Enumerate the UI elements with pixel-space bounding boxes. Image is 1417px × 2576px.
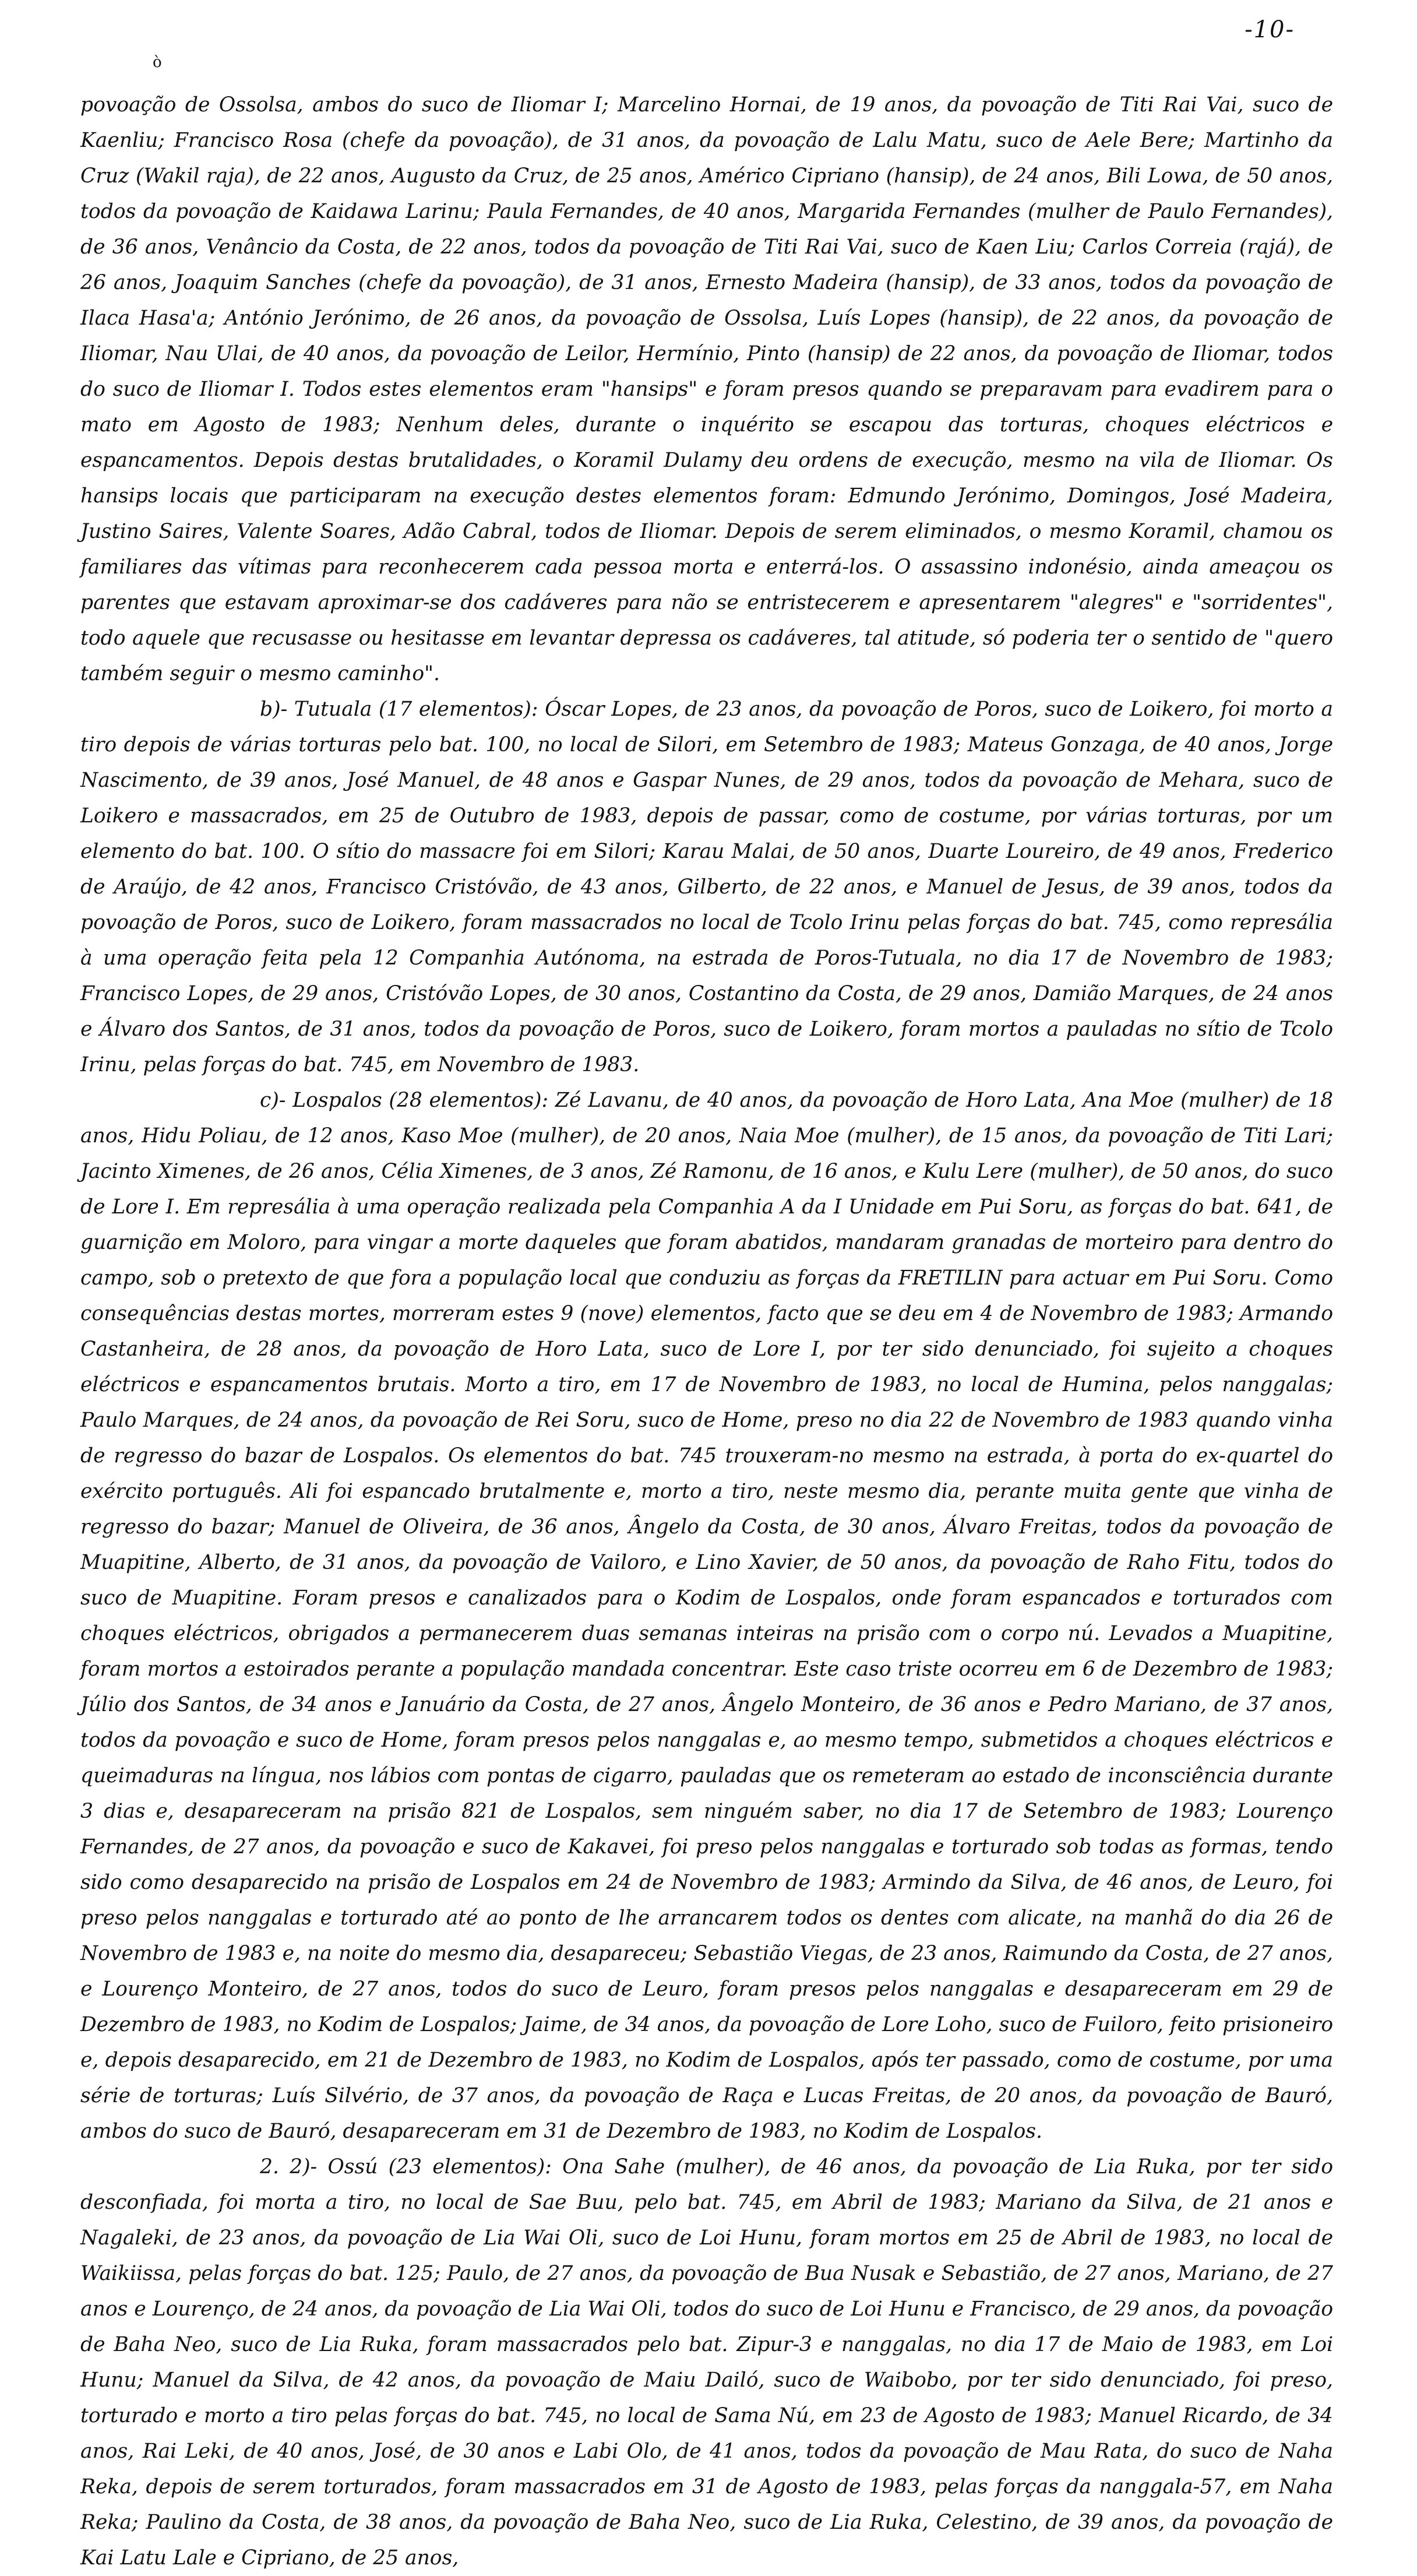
margin-mark: ò — [153, 54, 162, 71]
paragraph-iliomar-continuation: povoação de Ossolsa, ambos do suco de Iliomar I; Marcelino Hornai, de 19 anos, da povoação de Titi Rai Vai, suco de Kaenliu; Francisco Rosa (chefe da povoação), de 31 anos, da povoação de Lalu Matu, suco de Aele Bere; Martinho da Cruz (Wakil raja), de 22 anos, Augusto da Cruz, de 25 anos, Américo Cipriano (hansip), de 24 anos, Bili Lowa, de 50 anos, todos da povoação de Kaidawa Larinu; Paula Fernandes, de 40 anos, Margarida Fernandes (mulher de Paulo Fernandes), de 36 anos, Venâncio da Costa, de 22 anos, todos da povoação de Titi Rai Vai, suco de Kaen Liu; Carlos Correia (rajá), de 26 anos, Joaquim Sanches (chefe da povoação), de 31 anos, Ernesto Madeira (hansip), de 33 anos, todos da povoação de Ilaca Hasa'a; António Jerónimo, de 26 anos, da povoação de Ossolsa, Luís Lopes (hansip), de 22 anos, da povoação de Iliomar, Nau Ulai, de 40 anos, da povoação de Leilor, Hermínio, Pinto (hansip) de 22 anos, da povoação de Iliomar, todos do suco de Iliomar I. Todos estes elementos eram "hansips" e foram presos quando se preparavam para evadirem para o mato em Agosto de 1983; Nenhum deles, durante o inquérito se escapou das torturas, choques eléctricos e espancamentos. Depois destas brutalidades, o Koramil Dulamy deu ordens de execução, mesmo na vila de Iliomar. Os hansips locais que participaram na execução destes elementos foram: Edmundo Jerónimo, Domingos, José Madeira, Justino Saires, Valente Soares, Adão Cabral, todos de Iliomar. Depois de serem eliminados, o mesmo Koramil, chamou os familiares das vítimas para reconhecerem cada pessoa morta e enterrá-los. O assassino indonésio, ainda ameaçou os parentes que estavam aproximar-se dos cadáveres para não se entristecerem e apresentarem "alegres" e "sorridentes", todo aquele que recusasse ou hesitasse em levantar depressa os cadáveres, tal atitude, só poderia ter o sentido de "quero também seguir o mesmo caminho". — [80, 93, 1333, 685]
handwritten-body — [80, 87, 1333, 2576]
paragraph-lospalos: c)- Lospalos (28 elementos): Zé Lavanu, de 40 anos, da povoação de Horo Lata, Ana Moe (mulher) de 18 anos, Hidu Poliau, de 12 anos, Kaso Moe (mulher), de 20 anos, Naia Moe (mulher), de 15 anos, da povoação de Titi Lari; Jacinto Ximenes, de 26 anos, Célia Ximenes, de 3 anos, Zé Ramonu, de 16 anos, e Kulu Lere (mulher), de 50 anos, do suco de Lore I. Em represália à uma operação realizada pela Companhia A da I Unidade em Pui Soru, as forças do bat. 641, de guarnição em Moloro, para vingar a morte daqueles que foram abatidos, mandaram granadas de morteiro para dentro do campo, sob o pretexto de que fora a população local que conduziu as forças da FRETILIN para actuar em Pui Soru. Como consequências destas mortes, morreram estes 9 (nove) elementos, facto que se deu em 4 de Novembro de 1983; Armando Castanheira, de 28 anos, da povoação de Horo Lata, suco de Lore I, por ter sido denunciado, foi sujeito a choques eléctricos e espancamentos brutais. Morto a tiro, em 17 de Novembro de 1983, no local de Humina, pelos nanggalas; Paulo Marques, de 24 anos, da povoação de Rei Soru, suco de Home, preso no dia 22 de Novembro de 1983 quando vinha de regresso do bazar de Lospalos. Os elementos do bat. 745 trouxeram-no mesmo na estrada, à porta do ex-quartel do exército português. Ali foi espancado brutalmente e, morto a tiro, neste mesmo dia, perante muita gente que vinha de regresso do bazar; Manuel de Oliveira, de 36 anos, Ângelo da Costa, de 30 anos, Álvaro Freitas, todos da povoação de Muapitine, Alberto, de 31 anos, da povoação de Vailoro, e Lino Xavier, de 50 anos, da povoação de Raho Fitu, todos do suco de Muapitine. Foram presos e canalizados para o Kodim de Lospalos, onde foram espancados e torturados com choques eléctricos, obrigados a permanecerem duas semanas inteiras na prisão com o corpo nú. Levados a Muapitine, foram mortos a estoirados perante a população mandada concentrar. Este caso triste ocorreu em 6 de Dezembro de 1983; Júlio dos Santos, de 34 anos e Januário da Costa, de 27 anos, Ângelo Monteiro, de 36 anos e Pedro Mariano, de 37 anos, todos da povoação e suco de Home, foram presos pelos nanggalas e, ao mesmo tempo, submetidos a choques eléctricos e queimaduras na língua, nos lábios com pontas de cigarro, pauladas que os remeteram ao estado de inconsciência durante 3 dias e, desapareceram na prisão 821 de Lospalos, sem ninguém saber, no dia 17 de Setembro de 1983; Lourenço Fernandes, de 27 anos, da povoação e suco de Kakavei, foi preso pelos nanggalas e torturado sob todas as formas, tendo sido como desaparecido na prisão de Lospalos em 24 de Novembro de 1983; Armindo da Silva, de 46 anos, de Leuro, foi preso pelos nanggalas e torturado até ao ponto de lhe arrancarem todos os dentes com alicate, na manhã do dia 26 de Novembro de 1983 e, na noite do mesmo dia, desapareceu; Sebastião Viegas, de 23 anos, Raimundo da Costa, de 27 anos, e Lourenço Monteiro, de 27 anos, todos do suco de Leuro, foram presos pelos nanggalas e desapareceram em 29 de Dezembro de 1983, no Kodim de Lospalos; Jaime, de 34 anos, da povoação de Lore Loho, suco de Fuiloro, feito prisioneiro e, depois desaparecido, em 21 de Dezembro de 1983, no Kodim de Lospalos, após ter passado, como de costume, por uma série de torturas; Luís Silvério, de 37 anos, da povoação de Raça e Lucas Freitas, de 20 anos, da povoação de Bauró, ambos do suco de Bauró, desapareceram em 31 de Dezembro de 1983, no Kodim de Lospalos. — [80, 1089, 1333, 2143]
paragraph-tutuala: b)- Tutuala (17 elementos): Óscar Lopes, de 23 anos, da povoação de Poros, suco de Loikero, foi morto a tiro depois de várias torturas pelo bat. 100, no local de Silori, em Setembro de 1983; Mateus Gonzaga, de 40 anos, Jorge Nascimento, de 39 anos, José Manuel, de 48 anos e Gaspar Nunes, de 29 anos, todos da povoação de Mehara, suco de Loikero e massacrados, em 25 de Outubro de 1983, depois de passar, como de costume, por várias torturas, por um elemento do bat. 100. O sítio do massacre foi em Silori; Karau Malai, de 50 anos, Duarte Loureiro, de 49 anos, Frederico de Araújo, de 42 anos, Francisco Cristóvão, de 43 anos, Gilberto, de 22 anos, e Manuel de Jesus, de 39 anos, todos da povoação de Poros, suco de Loikero, foram massacrados no local de Tcolo Irinu pelas forças do bat. 745, como represália à uma operação feita pela 12 Companhia Autónoma, na estrada de Poros-Tutuala, no dia 17 de Novembro de 1983; Francisco Lopes, de 29 anos, Cristóvão Lopes, de 30 anos, Costantino da Costa, de 29 anos, Damião Marques, de 24 anos e Álvaro dos Santos, de 31 anos, todos da povoação de Poros, suco de Loikero, foram mortos a pauladas no sítio de Tcolo Irinu, pelas forças do bat. 745, em Novembro de 1983. — [80, 698, 1333, 1076]
paragraph-ossu: 2. 2)- Ossú (23 elementos): Ona Sahe (mulher), de 46 anos, da povoação de Lia Ruka, por ter sido desconfiada, foi morta a tiro, no local de Sae Buu, pelo bat. 745, em Abril de 1983; Mariano da Silva, de 21 anos e Nagaleki, de 23 anos, da povoação de Lia Wai Oli, suco de Loi Hunu, foram mortos em 25 de Abril de 1983, no local de Waikiissa, pelas forças do bat. 125; Paulo, de 27 anos, da povoação de Bua Nusak e Sebastião, de 27 anos, Mariano, de 27 anos e Lourenço, de 24 anos, da povoação de Lia Wai Oli, todos do suco de Loi Hunu e Francisco, de 29 anos, da povoação de Baha Neo, suco de Lia Ruka, foram massacrados pelo bat. Zipur-3 e nanggalas, no dia 17 de Maio de 1983, em Loi Hunu; Manuel da Silva, de 42 anos, da povoação de Maiu Dailó, suco de Waibobo, por ter sido denunciado, foi preso, torturado e morto a tiro pelas forças do bat. 745, no local de Sama Nú, em 23 de Agosto de 1983; Manuel Ricardo, de 34 anos, Rai Leki, de 40 anos, José, de 30 anos e Labi Olo, de 41 anos, todos da povoação de Mau Rata, do suco de Naha Reka, depois de serem torturados, foram massacrados em 31 de Agosto de 1983, pelas forças da nanggala-57, em Naha Reka; Paulino da Costa, de 38 anos, da povoação de Baha Neo, suco de Lia Ruka, Celestino, de 39 anos, da povoação de Kai Latu Lale e Cipriano, de 25 anos, — [80, 2155, 1333, 2570]
page-number: -10- — [1245, 16, 1295, 43]
